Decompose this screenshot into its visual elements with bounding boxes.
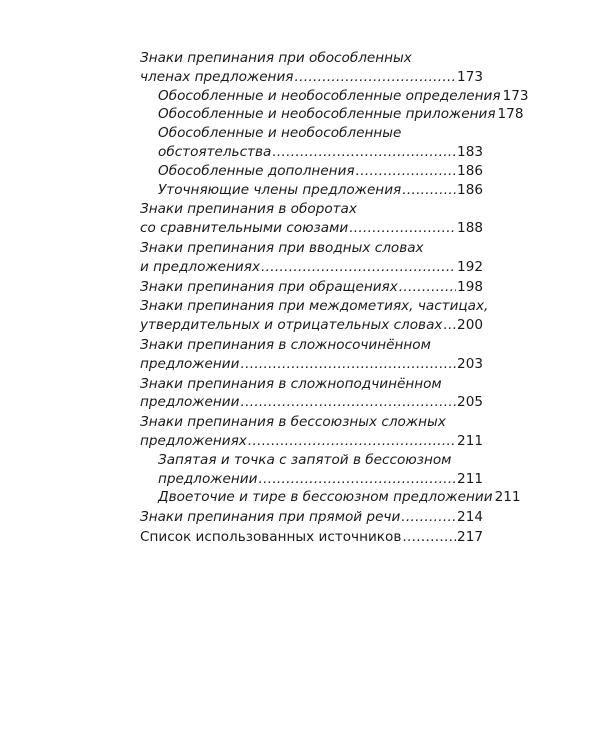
toc-entry[interactable]: [140, 219, 483, 238]
toc-entry-title: предложении: [140, 355, 240, 372]
dot-leader: [240, 355, 456, 374]
toc-page-number: 211: [457, 432, 483, 449]
toc-page-number: 198: [457, 278, 483, 295]
dot-leader: [402, 181, 456, 200]
toc-entry-title: предложении: [158, 470, 258, 487]
toc-entry-title: Знаки препинания при обособленных: [140, 50, 412, 66]
toc-entry-title: Знаки препинания при обращениях: [140, 278, 398, 295]
toc-page-number: 178: [497, 106, 524, 123]
toc-entry-title: Знаки препинания при вводных словах: [140, 239, 424, 256]
toc-page-number: 205: [457, 394, 483, 411]
toc-page-number: 173: [457, 68, 483, 85]
toc-entry-title: Знаки препинания при прямой речи: [140, 509, 401, 526]
toc-entry-line: [140, 200, 483, 219]
toc-entry-title: Уточняющие члены предложения: [158, 181, 402, 198]
toc-entry-title: Обособленные и необособленные: [158, 125, 402, 142]
toc-page-number: 214: [457, 509, 483, 526]
toc-entry[interactable]: [140, 508, 483, 527]
toc-entry-line: [140, 49, 483, 68]
toc-subentry[interactable]: [140, 162, 483, 181]
dot-leader: [349, 219, 456, 238]
toc-entry-title: обстоятельства: [158, 143, 272, 160]
toc-entry-title: Обособленные и необособленные приложения: [158, 106, 496, 123]
toc-entry-title: членах предложения: [140, 68, 294, 85]
toc-entry[interactable]: [140, 432, 483, 451]
dot-leader: [356, 162, 456, 181]
toc-entry-line: [140, 239, 483, 258]
dot-leader: [401, 508, 456, 527]
dot-leader: [261, 258, 456, 277]
toc-entry[interactable]: [140, 68, 483, 87]
toc-entry-line: [140, 413, 483, 432]
toc-subentry[interactable]: [140, 143, 483, 162]
dot-leader: [272, 143, 456, 162]
toc-entry-title: Обособленные дополнения: [158, 162, 355, 179]
toc-entry-title: Список использованных источников: [140, 528, 402, 545]
toc-page-number: 211: [494, 489, 521, 506]
toc-entry[interactable]: [140, 258, 483, 277]
toc-entry-title: Запятая и точка с запятой в бессоюзном: [158, 451, 452, 468]
toc-subentry[interactable]: [140, 181, 483, 200]
toc-entry[interactable]: [140, 355, 483, 374]
table-of-contents: [140, 49, 529, 547]
dot-leader: [443, 316, 456, 335]
toc-page-number: 186: [457, 181, 483, 198]
toc-entry-title: утвердительных и отрицательных словах: [140, 317, 443, 334]
toc-entry-title: Знаки препинания в сложноподчинённом: [140, 375, 442, 392]
toc-subentry[interactable]: [140, 87, 529, 106]
toc-page-number: 186: [457, 162, 483, 179]
toc-subentry[interactable]: [140, 488, 521, 507]
toc-subentry[interactable]: [140, 470, 483, 489]
toc-page-number: 183: [457, 143, 483, 160]
toc-entry-title: Знаки препинания при междометиях, частицах,: [140, 298, 489, 315]
toc-entry-line: [140, 297, 489, 316]
toc-page-number: 200: [457, 317, 483, 334]
toc-subentry[interactable]: [140, 105, 524, 124]
toc-entry[interactable]: [140, 393, 483, 412]
toc-entry-title: со сравнительными союзами: [140, 220, 349, 237]
toc-page-number: 211: [457, 470, 483, 487]
toc-entry-line: [140, 375, 483, 394]
toc-page-number: 192: [457, 258, 483, 275]
toc-entry-title: предложении: [140, 394, 240, 411]
toc-entry-title: Двоеточие и тире в бессоюзном предложении: [158, 489, 493, 506]
toc-entry-title: Знаки препинания в оборотах: [140, 201, 357, 218]
dot-leader: [399, 278, 456, 297]
toc-page-number: 188: [457, 220, 483, 237]
toc-entry-line: [140, 124, 483, 143]
dot-leader: [258, 470, 456, 489]
toc-entry[interactable]: [140, 278, 483, 297]
toc-entry-title: Обособленные и необособленные определения: [158, 87, 501, 104]
toc-page-number: 217: [457, 528, 483, 545]
toc-entry[interactable]: [140, 316, 483, 335]
toc-entry-references[interactable]: [140, 528, 483, 547]
toc-entry-line: [140, 451, 483, 470]
toc-entry-title: Знаки препинания в сложносочинённом: [140, 336, 431, 353]
dot-leader: [248, 432, 456, 451]
dot-leader: [402, 528, 456, 547]
dot-leader: [240, 393, 456, 412]
toc-entry-title: Знаки препинания в бессоюзных сложных: [140, 414, 446, 431]
toc-page-number: 173: [502, 87, 529, 104]
dot-leader: [294, 68, 456, 87]
toc-page-number: 203: [457, 355, 483, 372]
toc-entry-line: [140, 336, 483, 355]
toc-entry-title: и предложениях: [140, 258, 260, 275]
toc-entry-title: предложениях: [140, 432, 247, 449]
